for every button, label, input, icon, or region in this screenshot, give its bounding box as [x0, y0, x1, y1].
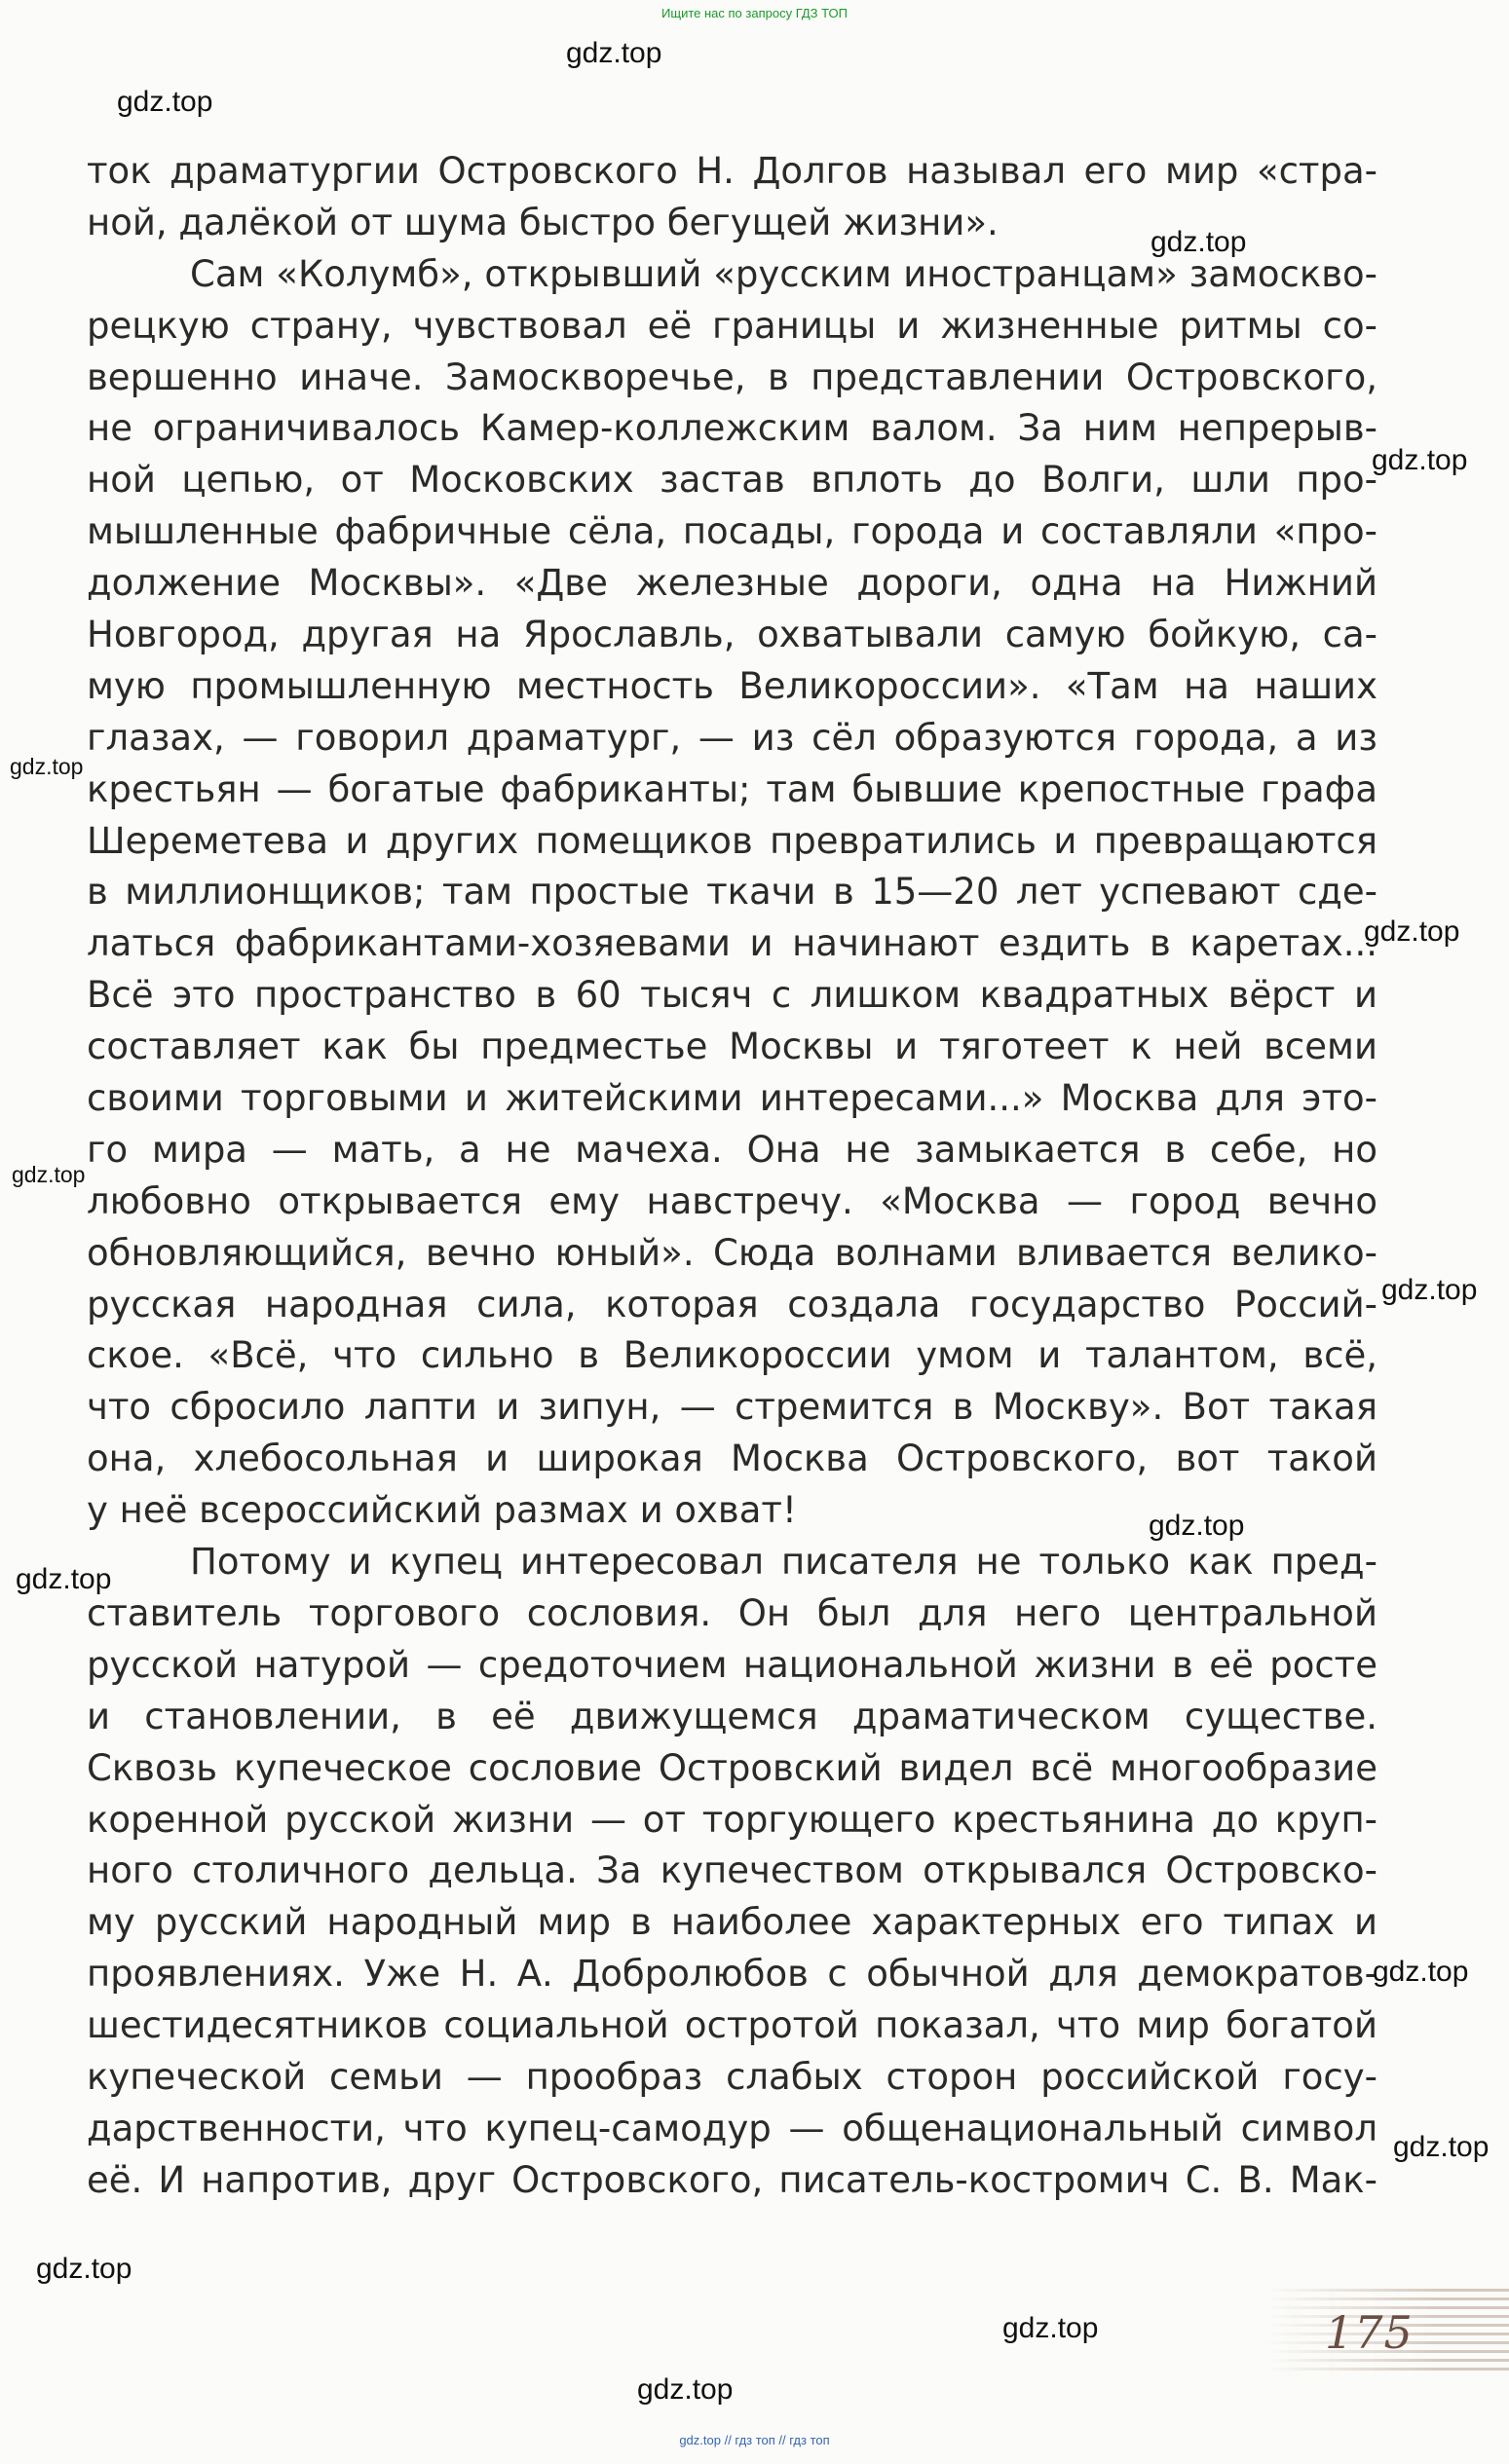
text-line: проявлениях. Уже Н. А. Добролюбов с обычной для демократов-: [87, 1953, 1377, 1996]
text-line: дарственности, что купец-самодур — общенациональный символ: [87, 2107, 1377, 2149]
text-line: крестьян — богатые фабриканты; там бывшие крепостные графа: [87, 767, 1377, 810]
text-line: вершенно иначе. Замоскворечье, в представлении Островского,: [87, 355, 1377, 398]
watermark: gdz.top: [1002, 2312, 1099, 2344]
text-line: го мира — мать, а не мачеха. Она не замыкается в себе, но: [87, 1128, 1377, 1171]
text-line: Новгород, другая на Ярославль, охватывали самую бойкую, са-: [87, 614, 1377, 656]
text-line: коренной русской жизни — от торгующего крестьянина до круп-: [87, 1798, 1377, 1841]
text-line: составляет как бы предместье Москвы и тяготеет к ней всеми: [87, 1026, 1377, 1068]
text-line: Всё это пространство в 60 тысяч с лишком квадратных вёрст и: [87, 974, 1377, 1017]
text-line: что сбросило лапти и зипун, — стремится в Москву». Вот такая: [87, 1386, 1377, 1429]
text-line: ставитель торгового сословия. Он был для него центральной: [87, 1591, 1377, 1634]
text-line: Сам «Колумб», открывший «русским иностранцам» замоскво-: [190, 252, 1377, 295]
watermark: gdz.top: [117, 86, 213, 118]
bottom-banner: gdz.top // гдз топ // гдз топ: [679, 2433, 830, 2447]
text-line: её. И напротив, друг Островского, писатель-костромич С. В. Мак-: [87, 2158, 1377, 2201]
watermark: gdz.top: [1149, 1510, 1245, 1542]
text-line: му русский народный мир в наиболее характерных его типах и: [87, 1901, 1377, 1944]
text-line: должение Москвы». «Две железные дороги, одна на Нижний: [87, 562, 1377, 605]
text-line: купеческой семьи — прообраз слабых сторон российской госу-: [87, 2055, 1377, 2098]
text-line: ной цепью, от Московских застав вплоть до Волги, шли про-: [87, 459, 1377, 502]
watermark: gdz.top: [1372, 444, 1468, 476]
text-line: шестидесятников социальной остротой показал, что мир богатой: [87, 2004, 1377, 2047]
text-line: ток драматургии Островского Н. Долгов называл его мир «стра-: [87, 150, 1377, 192]
text-line: обновляющийся, вечно юный». Сюда волнами вливается велико-: [87, 1231, 1377, 1274]
page-number-ornament: [1266, 2289, 1509, 2376]
text-line: русская народная сила, которая создала государство Россий-: [87, 1283, 1377, 1325]
text-line: русской натурой — средоточием национальной жизни в её росте: [87, 1643, 1377, 1686]
text-line: не ограничивалось Камер-коллежским валом. За ним непрерыв-: [87, 407, 1377, 450]
watermark: gdz.top: [12, 1162, 86, 1187]
text-line: она, хлебосольная и широкая Москва Островского, вот такой: [87, 1437, 1377, 1480]
text-line: глазах, — говорил драматург, — из сёл образуются города, а из: [87, 716, 1377, 759]
text-line: ной, далёкой от шума быстро бегущей жизни».: [87, 201, 999, 243]
watermark: gdz.top: [1373, 1956, 1469, 1988]
text-line: Потому и купец интересовал писателя не только как пред-: [190, 1541, 1377, 1584]
text-line: любовно открывается ему навстречу. «Москва — город вечно: [87, 1179, 1377, 1222]
watermark: gdz.top: [16, 1563, 112, 1595]
watermark: gdz.top: [1381, 1274, 1478, 1306]
text-line: Сквозь купеческое сословие Островский видел всё многообразие: [87, 1746, 1377, 1789]
top-banner: Ищите нас по запросу ГДЗ ТОП: [661, 6, 848, 20]
text-line: в миллионщиков; там простые ткачи в 15—20 лет успевают сде-: [87, 871, 1377, 914]
page-number: 175: [1325, 2306, 1414, 2359]
text-line: своими торговыми и житейскими интересами...» Москва для это-: [87, 1077, 1377, 1120]
watermark: gdz.top: [1393, 2131, 1490, 2163]
watermark: gdz.top: [10, 754, 84, 779]
text-line: мышленные фабричные сёла, посады, города и составляли «про-: [87, 510, 1377, 553]
text-line: рецкую страну, чувствовал её границы и жизненные ритмы со-: [87, 304, 1377, 347]
text-line: латься фабрикантами-хозяевами и начинают ездить в каретах...: [87, 922, 1377, 965]
text-line: ское. «Всё, что сильно в Великороссии умом и талантом, всё,: [87, 1334, 1377, 1377]
text-line: у неё всероссийский размах и охват!: [87, 1489, 797, 1532]
watermark: gdz.top: [566, 37, 662, 69]
watermark: gdz.top: [36, 2253, 132, 2285]
watermark: gdz.top: [1151, 226, 1247, 258]
text-line: мую промышленную местность Великороссии». «Там на наших: [87, 664, 1377, 707]
text-line: Шереметева и других помещиков превратились и превращаются: [87, 819, 1377, 862]
watermark: gdz.top: [1364, 915, 1460, 948]
text-line: ного столичного дельца. За купечеством открывался Островско-: [87, 1849, 1377, 1892]
watermark: gdz.top: [637, 2373, 734, 2406]
page-text: [87, 146, 1377, 2207]
text-line: и становлении, в её движущемся драматическом существе.: [87, 1695, 1377, 1737]
